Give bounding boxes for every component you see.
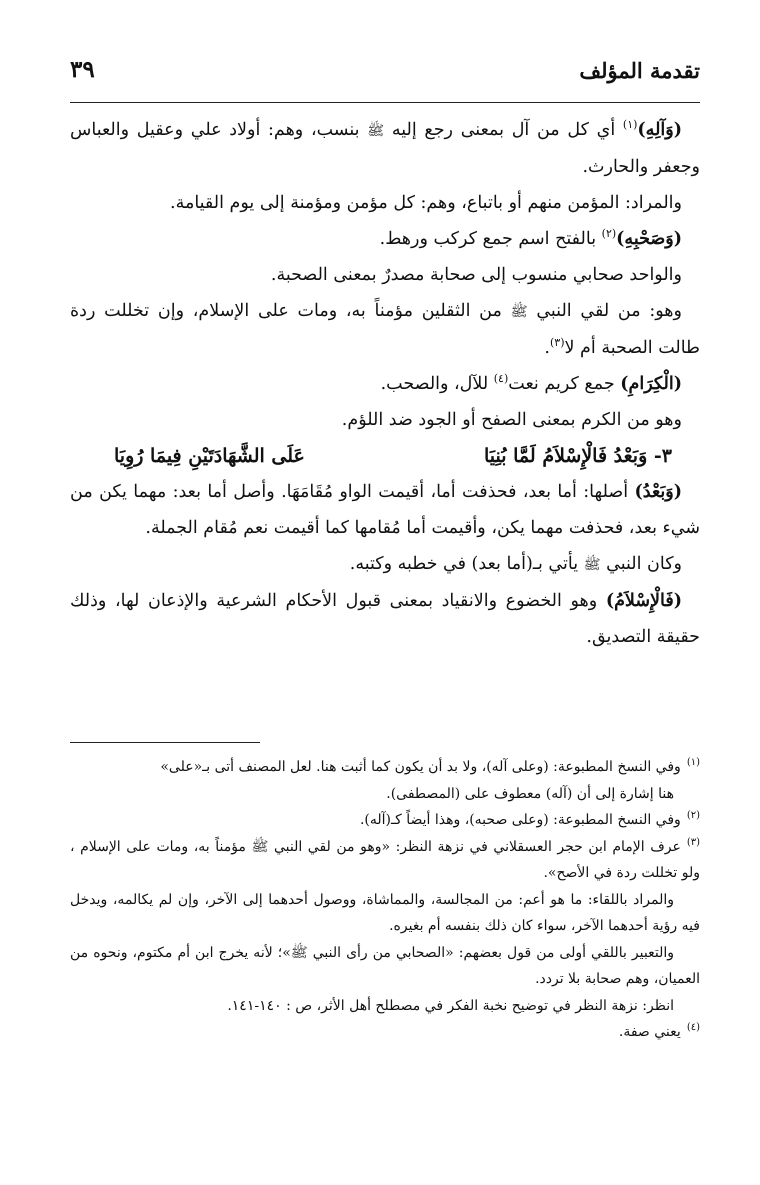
- page-number: ٣٩: [70, 56, 95, 83]
- salawat-glyph: ﷺ: [367, 123, 385, 139]
- paragraph-wabaadu: [70, 474, 700, 546]
- salawat-glyph: ﷺ: [583, 557, 601, 573]
- paragraph-text: للآل، والصحب.: [380, 374, 494, 394]
- footnote-divider: [70, 742, 260, 743]
- verse-3: [70, 438, 700, 474]
- paragraph-text: جمع كريم نعت: [508, 374, 621, 394]
- paragraph-text: يأتي بـ(أما بعد) في خطبه وكتبه.: [349, 554, 584, 574]
- paragraph-sahbihi: [70, 221, 700, 257]
- paragraph-text: .: [544, 338, 550, 358]
- paragraph-aalihi: [70, 112, 700, 185]
- footnote-text: مؤمناً به، ومات على الإسلام ، ولو تخللت ردة في الأصح».: [70, 838, 700, 881]
- footnote-3-para-4: انظر: نزهة النظر في توضيح نخبة الفكر في مصطلح أهل الأثر، ص : ١٤٠-١٤١.: [227, 997, 674, 1014]
- footnote-ref-1: (١): [622, 118, 638, 132]
- footnote-text: وفي النسخ المطبوعة: (وعلى صحبه)، وهذا أيضاً كـ(آله).: [359, 812, 681, 828]
- footnote-3-para-3: [70, 940, 700, 993]
- paragraph-text: أصلها: أما بعد، فحذفت أما، أقيمت الواو مُقَامَهَا. وأصل أما بعد: مهما يكن من شيء بعد، فحذفت مهما يكن، وأقيمت أما مُقامها كما أقيمت نعم مُقام الجملة.: [70, 482, 700, 538]
- footnote-4: [70, 1019, 700, 1046]
- paragraph-text: وهو: من لقي النبي: [527, 301, 682, 321]
- footnotes: [70, 754, 700, 1046]
- paragraph-text: من الثقلين مؤمناً به، ومات على الإسلام، وإن تخللت ردة طالت الصحبة أم لا: [70, 301, 700, 358]
- verse-first-hemistich: ٣- وَبَعْدُ فَالْإِسْلاَمُ لَمَّا بُنِيَا: [483, 445, 672, 467]
- term-islam: (فَالْإِسْلاَمُ): [605, 591, 682, 611]
- footnote-marker: (١): [686, 757, 700, 769]
- footnote-ref-3: (٣): [550, 336, 565, 350]
- term-wabaadu: (وَبَعْدُ): [634, 482, 682, 502]
- salawat-glyph: ﷺ: [290, 944, 308, 961]
- paragraph-text: وهو الخضوع والانقياد بمعنى قبول الأحكام الشرعية والإذعان لها، وذلك حقيقة التصديق.: [70, 591, 700, 647]
- paragraph-text: بالفتح اسم جمع كركب ورهط.: [379, 229, 602, 249]
- paragraph-text: وكان النبي: [600, 554, 682, 574]
- verse-second-hemistich: عَلَى الشَّهَادَتَيْنِ فِيمَا رُوِيَا: [114, 445, 305, 467]
- paragraph-amma-baadu: [70, 546, 700, 583]
- paragraph-text: أي كل من آل بمعنى رجع إليه: [384, 120, 623, 140]
- paragraph-definition: [70, 293, 700, 366]
- paragraph-text: بنسب، وهم: أولاد علي وعقيل والعباس وجعفر والحارث.: [70, 120, 700, 177]
- footnote-marker: (٣): [686, 836, 701, 848]
- term-kiram: (الْكِرَامِ): [620, 374, 682, 394]
- term-sahbihi: (وَصَحْبِهِ): [616, 229, 682, 249]
- footnote-3-para-2: والمراد باللقاء: ما هو أعم: من المجالسة، والمماشاة، ووصول أحدهما إلى الآخر، وإن لم يكالمه، ويدخل فيه رؤية أحدهما الآخر، سواء كان ذلك بنفسه أم بغيره.: [70, 891, 700, 934]
- footnote-text: وفي النسخ المطبوعة: (وعلى آله)، ولا بد أن يكون كما أثبت هنا. لعل المصنف أتى بـ«على»: [160, 759, 681, 775]
- footnote-ref-2: (٢): [601, 227, 617, 241]
- chapter-title: تقدمة المؤلف: [579, 58, 700, 83]
- term-aalihi: (وَآلِهِ): [637, 120, 682, 140]
- footnote-text: عرف الإمام ابن حجر العسقلاني في نزهة النظر: «وهو من لقي النبي: [268, 838, 681, 855]
- salawat-glyph: ﷺ: [510, 304, 528, 320]
- footnote-marker: (٢): [686, 810, 700, 822]
- footnote-ref-4: (٤): [493, 372, 509, 386]
- salawat-glyph: ﷺ: [251, 838, 269, 855]
- paragraph-sahabi: والواحد صحابي منسوب إلى صحابة مصدرٌ بمعنى الصحبة.: [270, 265, 682, 285]
- footnote-text: »؛ لأنه يخرج ابن أم مكتوم، ونحوه من العميان، وهم صحابة بلا تردد.: [70, 944, 700, 987]
- footnote-1: [70, 754, 700, 781]
- paragraph-kiram: [70, 366, 700, 402]
- footnote-2: [70, 807, 700, 834]
- main-text: [70, 112, 700, 655]
- footnote-text: والتعبير باللقي أولى من قول بعضهم: «الصحابي من رأى النبي: [307, 944, 674, 961]
- footnote-1-continuation: هنا إشارة إلى أن (آله) معطوف على (المصطفى).: [386, 785, 674, 802]
- footnote-marker: (٤): [686, 1022, 700, 1034]
- paragraph-islam: [70, 583, 700, 655]
- paragraph-meaning: والمراد: المؤمن منهم أو باتباع، وهم: كل مؤمن ومؤمنة إلى يوم القيامة.: [170, 193, 682, 213]
- running-head: [70, 50, 700, 103]
- book-page: [70, 50, 700, 1160]
- paragraph-karam: وهو من الكرم بمعنى الصفح أو الجود ضد اللؤم.: [341, 410, 682, 430]
- footnote-text: يعني صفة.: [618, 1024, 681, 1040]
- footnote-3: [70, 834, 700, 887]
